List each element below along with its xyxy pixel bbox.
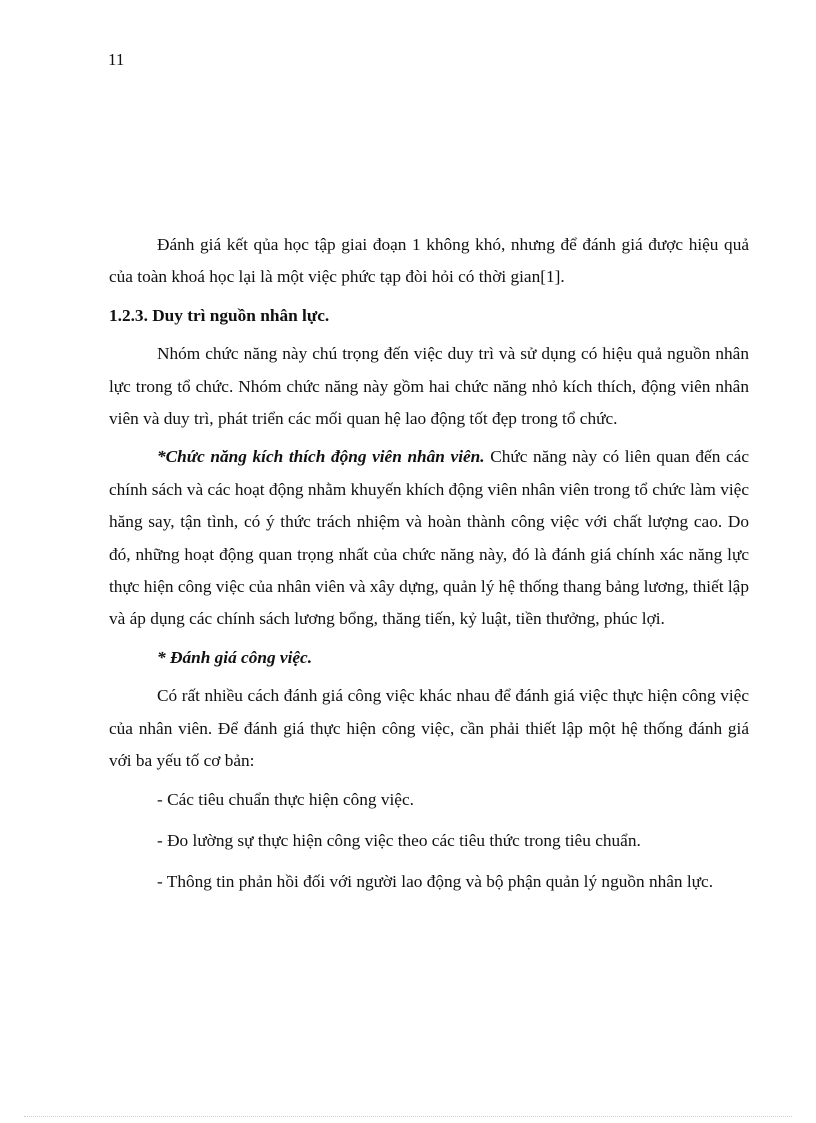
page-number: 11	[108, 50, 125, 69]
subheading-job-evaluation: * Đánh giá công việc.	[157, 647, 313, 667]
paragraph-evaluation-result: Đánh giá kết qủa học tập giai đoạn 1 không khó, nhưng để đánh giá được hiệu quả của toàn khoá học lại là một việc phức tạp đòi hỏi có thời gian[1].	[109, 235, 749, 287]
document-body	[109, 229, 749, 908]
motivation-function-body: Chức năng này có liên quan đến các chính sách và các hoạt động nhằm khuyến khích động viên nhân viên trong tổ chức làm việc hăng say, tận tình, có ý thức trách nhiệm và hoàn thành công việc với chất lượng cao. Do đó, những hoạt động quan trọng nhất của chức năng này, đó là đánh giá chính xác năng lực thực hiện công việc của nhân viên và xây dựng, quản lý hệ thống thang bảng lương, thiết lập và áp dụng các chính sách lương bổng, thăng tiến, kỷ luật, tiền thưởng, phúc lợi.	[109, 447, 749, 629]
paragraph-motivation-function	[109, 441, 749, 635]
page-bottom-divider	[24, 1116, 792, 1117]
motivation-function-title: *Chức năng kích thích động viên nhân viên.	[157, 447, 485, 467]
section-heading-1-2-3: 1.2.3. Duy trì nguồn nhân lực.	[109, 305, 330, 325]
paragraph-evaluation-methods: Có rất nhiều cách đánh giá công việc khác nhau để đánh giá việc thực hiện công việc của nhân viên. Để đánh giá thực hiện công việc, cần phải thiết lập một hệ thống đánh giá với ba yếu tố cơ bản:	[109, 686, 749, 771]
list-item-measurement: - Đo lường sự thực hiện công việc theo các tiêu thức trong tiêu chuẩn.	[157, 830, 641, 850]
paragraph-maintenance-function: Nhóm chức năng này chú trọng đến việc duy trì và sử dụng có hiệu quả nguồn nhân lực trong tổ chức. Nhóm chức năng này gồm hai chức năng nhỏ kích thích, động viên nhân viên và duy trì, phát triển các mối quan hệ lao động tốt đẹp trong tổ chức.	[109, 344, 749, 429]
list-item-standards: - Các tiêu chuẩn thực hiện công việc.	[157, 789, 414, 809]
list-item-feedback: - Thông tin phản hồi đối với người lao động và bộ phận quản lý nguồn nhân lực.	[157, 872, 714, 892]
